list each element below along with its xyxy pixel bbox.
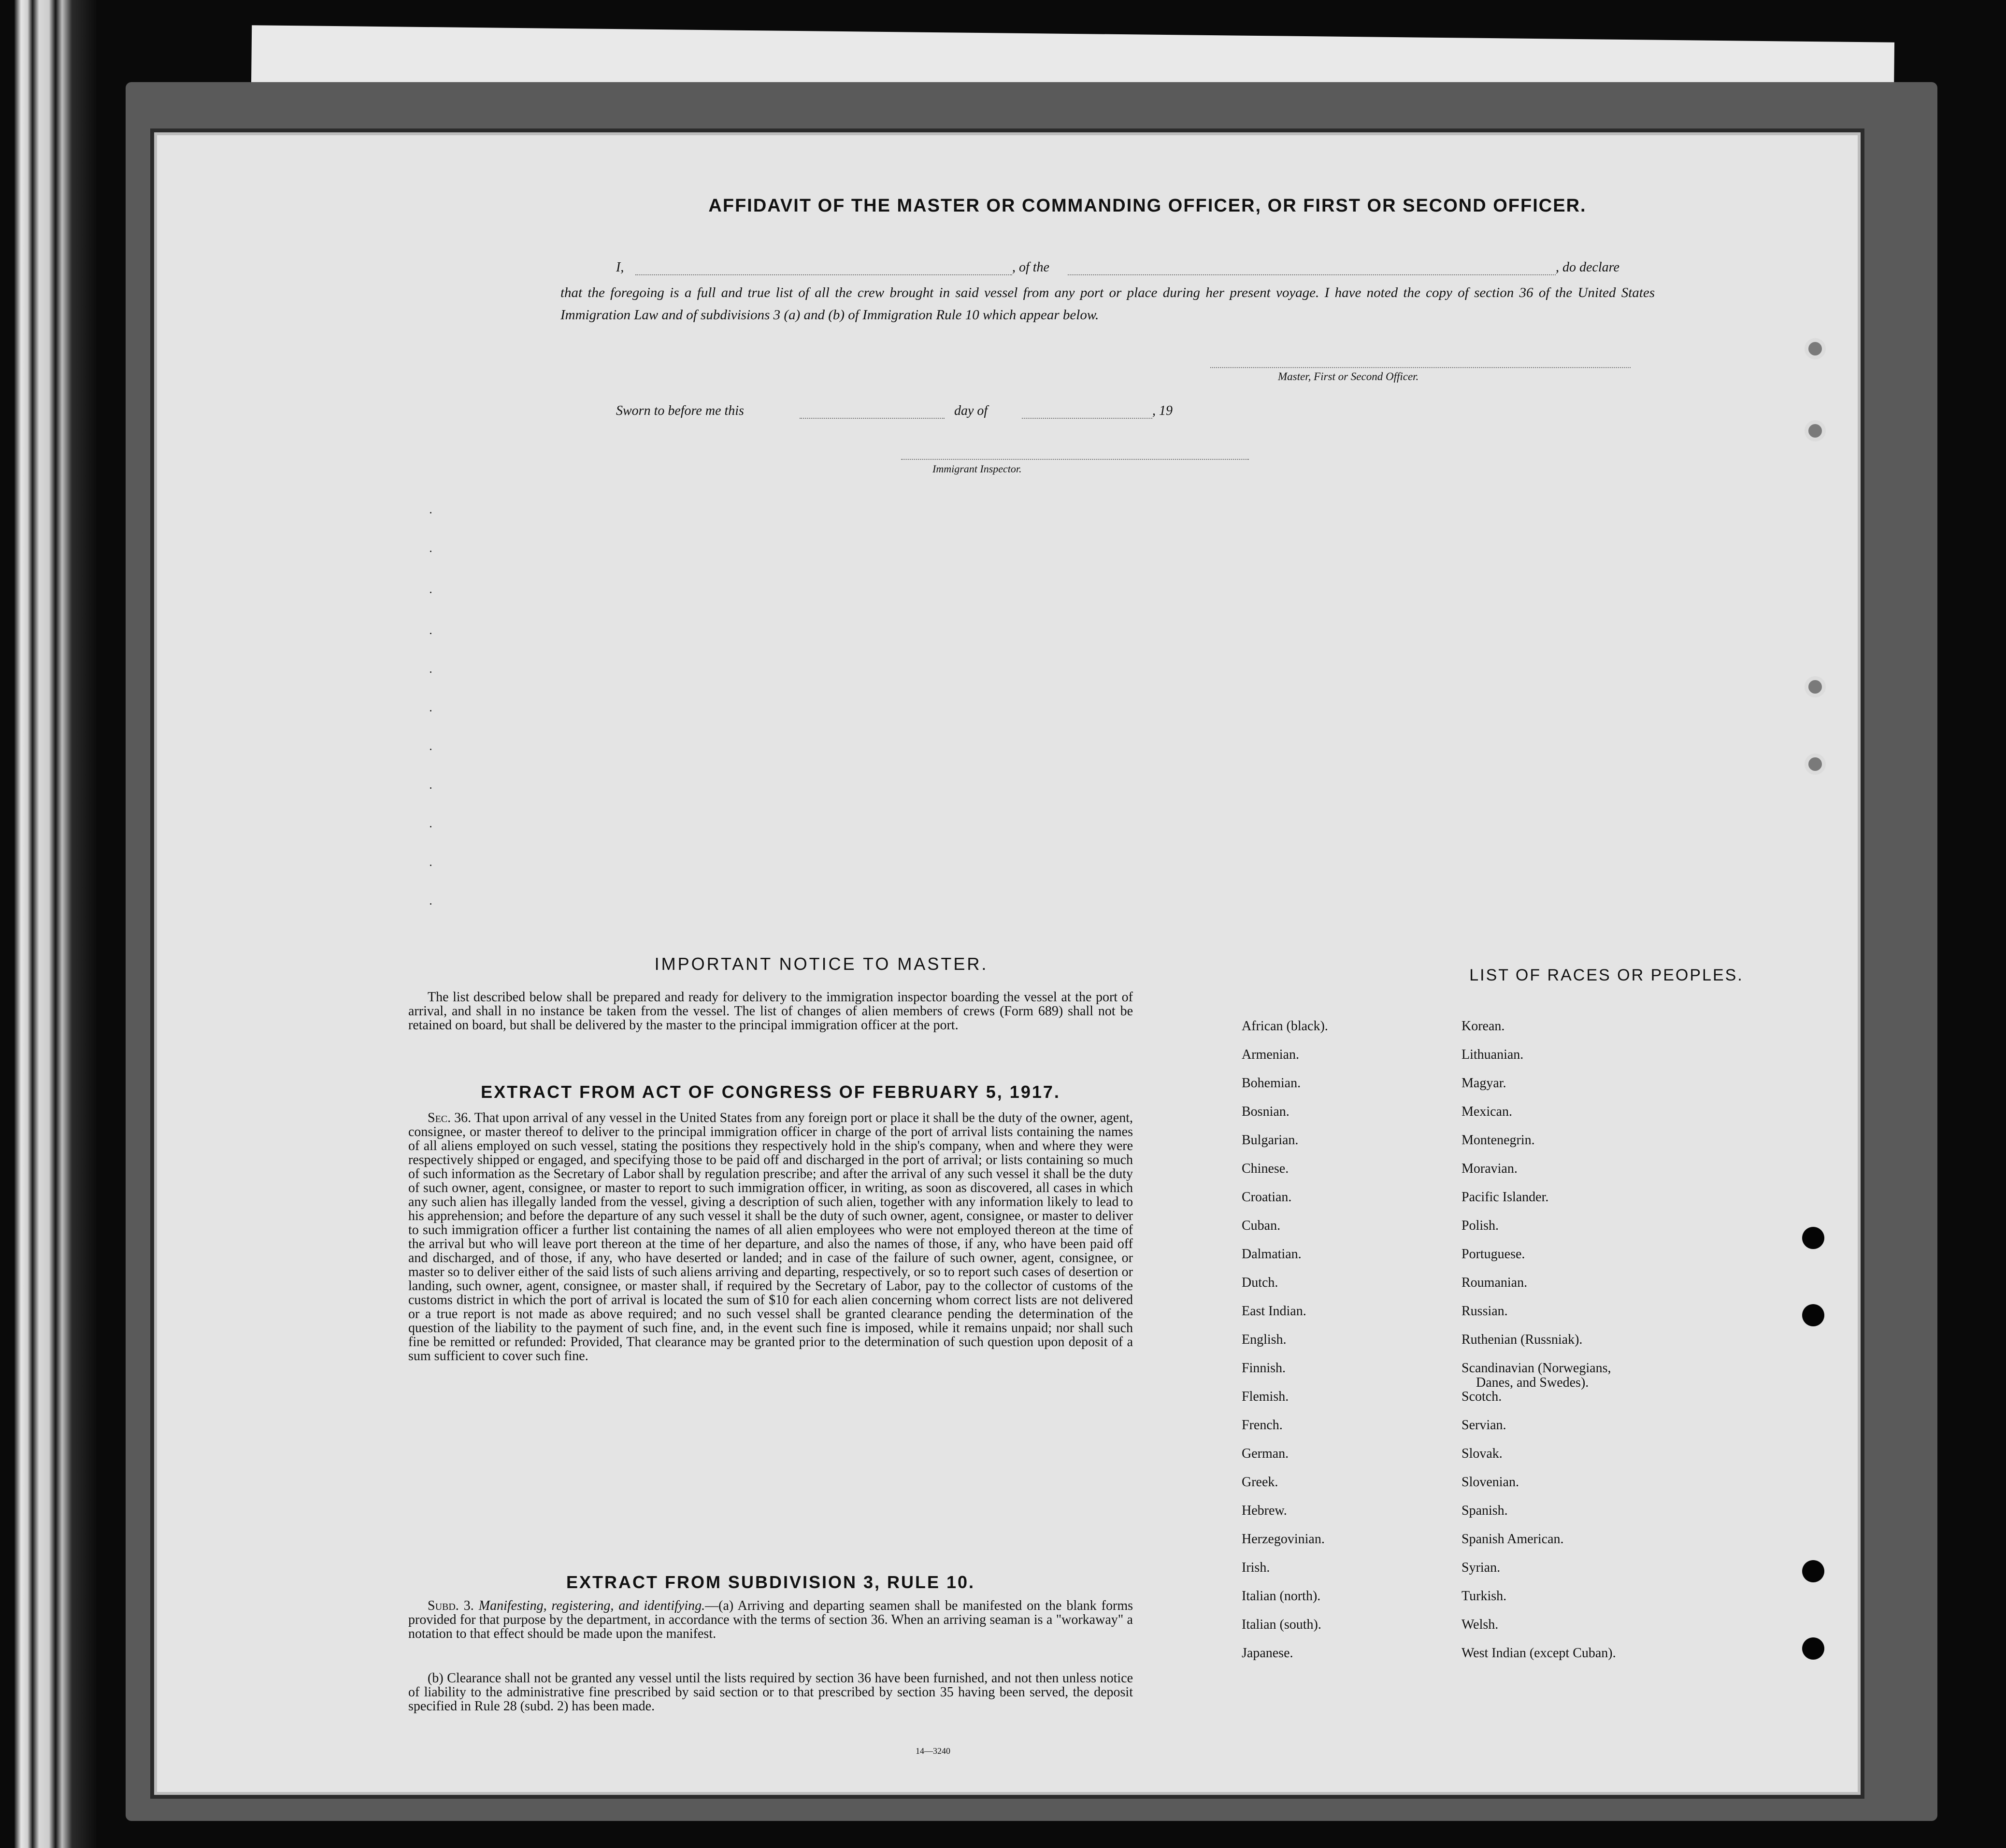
- punch-hole: [1802, 1304, 1824, 1326]
- section-36-text: That upon arrival of any vessel in the United States from any foreign port or place it shall be the duty of the owner, agent, consignee, or master thereof to deliver to the principal immigration officer in charge of the port of arrival lists containing the names of all aliens employed on such vessel, stating the positions they respectively hold in the ship's company, when and where they were respectively shipped or engaged, and specifying those to be paid off and discharged in the port of arrival; or lists containing so much of such information as the Secretary of Labor shall by regulation prescribe; and after the arrival of any such vessel it shall be the duty of such owner, agent, consignee, or master to report to such immigration officer, in writing, as soon as discovered, all cases in which any such alien has illegally landed from the vessel, giving a description of such alien, together with any information likely to lead to his apprehension; and before the departure of any such vessel it shall be the duty of such owner, agent, consignee, or master to deliver to such immigration officer a further list containing the names of all alien employees who were not employed thereon at the time of the arrival but who will leave port thereon at the time of her departure, and also the names of those, if any, who have been paid off and discharged, and of those, if any, who have deserted or landed; and in case of the failure of such owner, agent, consignee, or master so to deliver either of the said lists of such aliens arriving and departing, respectively, or so to report such cases of desertion or landing, such owner, agent, consignee, or master shall, if required by the Secretary of Labor, pay to the collector of customs of the customs district in which the port of arrival is located the sum of $10 for each alien concerning whom correct lists are not delivered or a true report is not made as above required; and no such vessel shall be granted clearance pending the determination of the question of the liability to the payment of such fine, and, in the event such fine is imposed, while it remains unpaid; nor shall such fine be remitted or refunded: Provided, That clearance may be granted prior to the determination of such question upon deposit of a sum sufficient to cover such fine.: [408, 1110, 1133, 1364]
- margin-dot: [430, 671, 431, 673]
- race-item: Welsh.: [1462, 1617, 1499, 1632]
- margin-dot: [430, 787, 431, 789]
- day-of: day of: [954, 403, 988, 418]
- rule-extract-title: EXTRACT FROM SUBDIVISION 3, RULE 10.: [566, 1572, 975, 1592]
- year-prefix: , 19: [1152, 403, 1173, 418]
- race-item: Irish.: [1242, 1560, 1270, 1575]
- master-name-field[interactable]: [635, 274, 1012, 275]
- margin-dot: [430, 826, 431, 827]
- signature-label: Master, First or Second Officer.: [1278, 370, 1419, 383]
- race-item: Italian (south).: [1242, 1617, 1321, 1632]
- race-item: Greek.: [1242, 1475, 1278, 1490]
- races-left-column: [1242, 1019, 1328, 1675]
- margin-dot: [430, 749, 431, 750]
- affidavit-body: that the foregoing is a full and true list of all the crew brought in said vessel from any port or place during her present voyage. I have noted the copy of section 36 of the United States Immigration Law and of subdivisions 3 (a) and (b) of Immigration Rule 10 which appear below.: [560, 285, 1655, 323]
- master-signature-field[interactable]: [1210, 367, 1631, 368]
- act-extract-body: [408, 1111, 1133, 1363]
- section-label: Sec. 36.: [428, 1110, 472, 1125]
- margin-dot: [430, 551, 431, 552]
- race-item: Montenegrin.: [1462, 1133, 1535, 1148]
- races-right-column: [1462, 1019, 1616, 1675]
- race-item: Spanish.: [1462, 1503, 1508, 1518]
- margin-dot: [430, 512, 431, 513]
- punch-hole: [1802, 1637, 1824, 1660]
- race-item: Bosnian.: [1242, 1104, 1290, 1119]
- race-item: African (black).: [1242, 1019, 1328, 1034]
- inspector-label: Immigrant Inspector.: [932, 463, 1022, 475]
- margin-dot: [430, 633, 431, 634]
- sworn-day-field[interactable]: [800, 418, 945, 419]
- subd-label: Subd. 3.: [428, 1598, 474, 1613]
- inspector-signature-field[interactable]: [901, 459, 1249, 460]
- act-extract-title: EXTRACT FROM ACT OF CONGRESS OF FEBRUARY 5, 1917.: [481, 1082, 1060, 1102]
- race-item: German.: [1242, 1446, 1289, 1461]
- punch-hole: [1805, 753, 1826, 775]
- race-item: Japanese.: [1242, 1646, 1293, 1661]
- rule-para-a: [408, 1599, 1133, 1641]
- race-item: Bohemian.: [1242, 1076, 1301, 1091]
- race-item: Magyar.: [1462, 1076, 1506, 1091]
- race-item: Mexican.: [1462, 1104, 1512, 1119]
- race-item-scandinavian-cont: Danes, and Swedes).: [1476, 1375, 1589, 1390]
- race-item: Bulgarian.: [1242, 1133, 1299, 1148]
- race-item: Roumanian.: [1462, 1275, 1528, 1290]
- race-item: Cuban.: [1242, 1218, 1281, 1233]
- race-item: Italian (north).: [1242, 1589, 1321, 1604]
- race-item: Croatian.: [1242, 1190, 1292, 1205]
- rule-para-b: (b) Clearance shall not be granted any vessel until the lists required by section 36 have been furnished, and not then unless notice of liability to the administrative fine prescribed by said section or to that prescribed by section 35 having been served, the deposit specified in Rule 28 (subd. 2) has been made.: [408, 1671, 1133, 1714]
- race-item: [1462, 1361, 1616, 1390]
- race-item: French.: [1242, 1418, 1283, 1433]
- notice-title: IMPORTANT NOTICE TO MASTER.: [654, 954, 989, 974]
- affidavit-do-declare: , do declare: [1556, 260, 1619, 275]
- sworn-month-field[interactable]: [1022, 418, 1152, 419]
- race-item: Servian.: [1462, 1418, 1506, 1433]
- race-item: Dalmatian.: [1242, 1247, 1302, 1262]
- punch-hole: [1805, 420, 1826, 441]
- race-item: Spanish American.: [1462, 1532, 1564, 1547]
- race-item: Moravian.: [1462, 1161, 1518, 1176]
- race-item: Hebrew.: [1242, 1503, 1287, 1518]
- affidavit-of-the: , of the: [1012, 260, 1049, 275]
- race-item: Syrian.: [1462, 1560, 1501, 1575]
- margin-dot: [430, 592, 431, 593]
- race-item: Portuguese.: [1462, 1247, 1525, 1262]
- margin-dot: [430, 710, 431, 711]
- race-item: Lithuanian.: [1462, 1047, 1524, 1062]
- affidavit-i: I,: [616, 260, 624, 275]
- margin-dot: [430, 865, 431, 866]
- manifest-page: [157, 135, 1858, 1792]
- punch-hole: [1805, 338, 1826, 359]
- race-item: Dutch.: [1242, 1275, 1278, 1290]
- affidavit-heading: AFFIDAVIT OF THE MASTER OR COMMANDING OFFICER, OR FIRST OR SECOND OFFICER.: [708, 196, 1587, 216]
- subd-para-a-text: —(a) Arriving and departing seamen shall be manifested on the blank forms provided for that purpose by the department, in accordance with the terms of section 36. When an arriving seaman is a "workaway" a notation to that effect should be made upon the manifest.: [408, 1598, 1133, 1641]
- race-item: English.: [1242, 1332, 1287, 1347]
- race-item-scandinavian: Scandinavian (Norwegians,: [1462, 1361, 1611, 1376]
- race-item: Scotch.: [1462, 1389, 1502, 1404]
- race-item: Armenian.: [1242, 1047, 1299, 1062]
- race-item: Chinese.: [1242, 1161, 1289, 1176]
- race-item: Pacific Islander.: [1462, 1190, 1549, 1205]
- punch-hole: [1802, 1560, 1824, 1582]
- race-item: West Indian (except Cuban).: [1462, 1646, 1616, 1661]
- races-title: LIST OF RACES OR PEOPLES.: [1469, 966, 1744, 984]
- race-item: Ruthenian (Russniak).: [1462, 1332, 1583, 1347]
- margin-dot: [430, 903, 431, 905]
- race-item: Russian.: [1462, 1304, 1508, 1319]
- race-item: Finnish.: [1242, 1361, 1286, 1376]
- race-item: Slovenian.: [1462, 1475, 1519, 1490]
- sworn-prefix: Sworn to before me this: [616, 403, 744, 418]
- notice-body: The list described below shall be prepared and ready for delivery to the immigration inspector boarding the vessel at the port of arrival, and shall in no instance be taken from the vessel. The list of changes of alien members of crews (Form 689) shall not be retained on board, but shall be delivered by the master to the principal immigration officer at the port.: [408, 990, 1133, 1033]
- subd-heading: Manifesting, registering, and identifying.: [478, 1598, 705, 1613]
- binder-edge: [14, 0, 97, 1848]
- race-item: Herzegovinian.: [1242, 1532, 1325, 1547]
- race-item: Korean.: [1462, 1019, 1505, 1034]
- race-item: Slovak.: [1462, 1446, 1503, 1461]
- vessel-name-field[interactable]: [1068, 274, 1556, 275]
- form-number: 14—3240: [916, 1746, 950, 1756]
- punch-hole: [1805, 676, 1826, 697]
- race-item: East Indian.: [1242, 1304, 1306, 1319]
- punch-hole: [1802, 1227, 1824, 1249]
- race-item: Polish.: [1462, 1218, 1499, 1233]
- race-item: Turkish.: [1462, 1589, 1507, 1604]
- race-item: Flemish.: [1242, 1389, 1289, 1404]
